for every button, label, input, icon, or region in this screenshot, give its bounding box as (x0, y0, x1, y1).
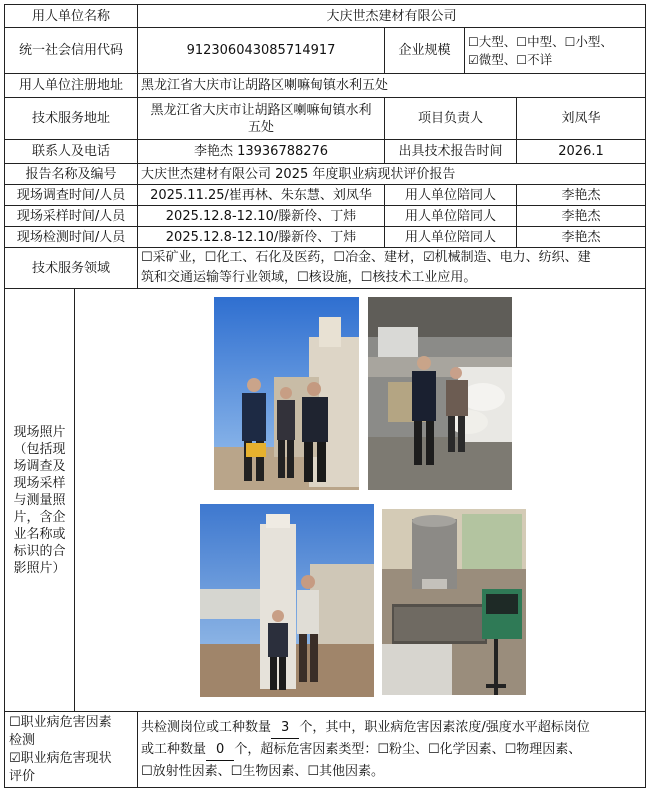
service-field-label: 技术服务领域 (5, 248, 138, 289)
service-address-label: 技术服务地址 (5, 98, 138, 140)
photos-area (75, 289, 646, 712)
project-lead-label: 项目负责人 (385, 98, 517, 140)
project-lead-value: 刘凤华 (517, 98, 646, 140)
service-record-table (4, 4, 646, 788)
site-photo-4 (382, 509, 526, 695)
sampling-label: 现场采样时间/人员 (5, 206, 138, 227)
service-field-line2: 筑和交通运输等行业领域，☐核设施，☐核技术工业应用。 (141, 270, 477, 285)
site-photo-2 (368, 297, 512, 490)
testing-companion-label: 用人单位陪同人 (385, 227, 517, 248)
credit-code-value: 912306043085714917 (138, 28, 385, 74)
testing-companion-value: 李艳杰 (517, 227, 646, 248)
scale-option-medium[interactable]: ☐中型、 (516, 33, 565, 49)
service-address-value: 黑龙江省大庆市让胡路区喇嘛甸镇水利五处 (138, 98, 385, 140)
contact-label: 联系人及电话 (5, 140, 138, 164)
photos-label: 现场照片 （包括现 场调查及 现场采样 与测量照 片，含企 业名称或 标识的合 影照片） (5, 289, 75, 712)
contact-value: 李艳杰 13936788276 (138, 140, 385, 164)
site-photo-3 (200, 504, 374, 697)
survey-value: 2025.11.25/崔再林、朱东慧、刘凤华 (138, 185, 385, 206)
scale-option-large[interactable]: ☐大型、 (468, 33, 517, 49)
report-time-value: 2026.1 (517, 140, 646, 164)
report-name-value: 大庆世杰建材有限公司 2025 年度职业病现状评价报告 (138, 164, 646, 185)
sampling-companion-value: 李艳杰 (517, 206, 646, 227)
testing-label: 现场检测时间/人员 (5, 227, 138, 248)
service-field-line1: ☐采矿业，☐化工、石化及医药，☐冶金、建材，☑机械制造、电力、纺织、建 (141, 250, 591, 265)
scale-option-micro[interactable]: ☑微型、 (468, 51, 517, 67)
sampling-value: 2025.12.8-12.10/滕新伶、丁炜 (138, 206, 385, 227)
survey-companion-label: 用人单位陪同人 (385, 185, 517, 206)
scale-options (465, 28, 646, 74)
scale-label: 企业规模 (385, 28, 465, 74)
reg-address-value: 黑龙江省大庆市让胡路区喇嘛甸镇水利五处 (138, 74, 646, 98)
unit-name-label: 用人单位名称 (5, 5, 138, 28)
scale-option-unknown[interactable]: ☐不详 (516, 51, 553, 67)
report-time-label: 出具技术报告时间 (385, 140, 517, 164)
evaluation-type-status[interactable]: ☑职业病危害现状 (9, 750, 112, 766)
reg-address-label: 用人单位注册地址 (5, 74, 138, 98)
sampling-companion-label: 用人单位陪同人 (385, 206, 517, 227)
service-field-options (138, 248, 646, 289)
scale-option-small[interactable]: ☐小型、 (564, 33, 613, 49)
evaluation-type-detection[interactable]: ☐职业病危害因素 (9, 714, 112, 730)
unit-name-value: 大庆世杰建材有限公司 (138, 5, 646, 28)
evaluation-summary: 共检测岗位或工种数量 3 个，其中，职业病危害因素浓度/强度水平超标岗位 或工种数量 0 个，超标危害因素类型：☐粉尘、☐化学因素、☐物理因素、 ☐放射性因素、☐生物因素、☐其他因素。 (138, 712, 646, 788)
report-name-label: 报告名称及编号 (5, 164, 138, 185)
evaluation-type-label: ☐职业病危害因素 检测 ☑职业病危害现状 评价 (5, 712, 138, 788)
credit-code-label: 统一社会信用代码 (5, 28, 138, 74)
survey-label: 现场调查时间/人员 (5, 185, 138, 206)
site-photo-1 (214, 297, 359, 490)
exceed-count-value: 0 (206, 739, 234, 761)
survey-companion-value: 李艳杰 (517, 185, 646, 206)
testing-value: 2025.12.8-12.10/滕新伶、丁炜 (138, 227, 385, 248)
post-count-value: 3 (271, 717, 299, 739)
